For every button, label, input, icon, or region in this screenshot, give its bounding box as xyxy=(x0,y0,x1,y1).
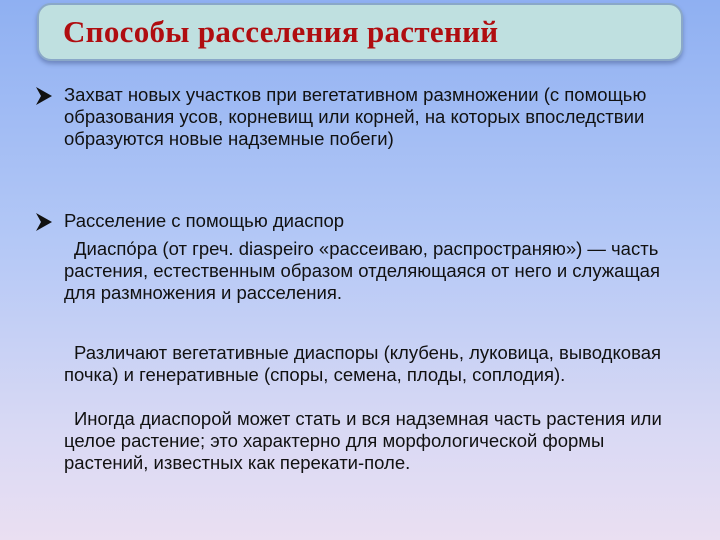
arrowhead-bullet-icon xyxy=(34,212,54,232)
slide-title: Способы расселения растений xyxy=(63,14,499,49)
bullet-text-1: Захват новых участков при вегетативном размножении (с помощью образования усов, корневищ или корней, на которых впоследствии образуются новые надземные побеги) xyxy=(64,84,647,149)
arrowhead-bullet-icon xyxy=(34,86,54,106)
paragraph-diaspora-types: Различают вегетативные диаспоры (клубень, луковица, выводковая почка) и генеративные (споры, семена, плоды, соплодия). xyxy=(64,342,661,385)
paragraph-tumbleweed: Иногда диаспорой может стать и вся надземная часть растения или целое растение; это характерно для морфологической формы растений, известных как перекати-поле. xyxy=(64,408,662,473)
title-box xyxy=(37,3,683,61)
bullet-text-2: Расселение с помощью диаспор xyxy=(64,210,345,231)
paragraph-diaspora-definition: Диаспо́ра (от греч. diaspeiro «рассеиваю, распространяю») — часть растения, естественным образом отделяющаяся от него и служащая для размножения и расселения. xyxy=(64,238,660,303)
